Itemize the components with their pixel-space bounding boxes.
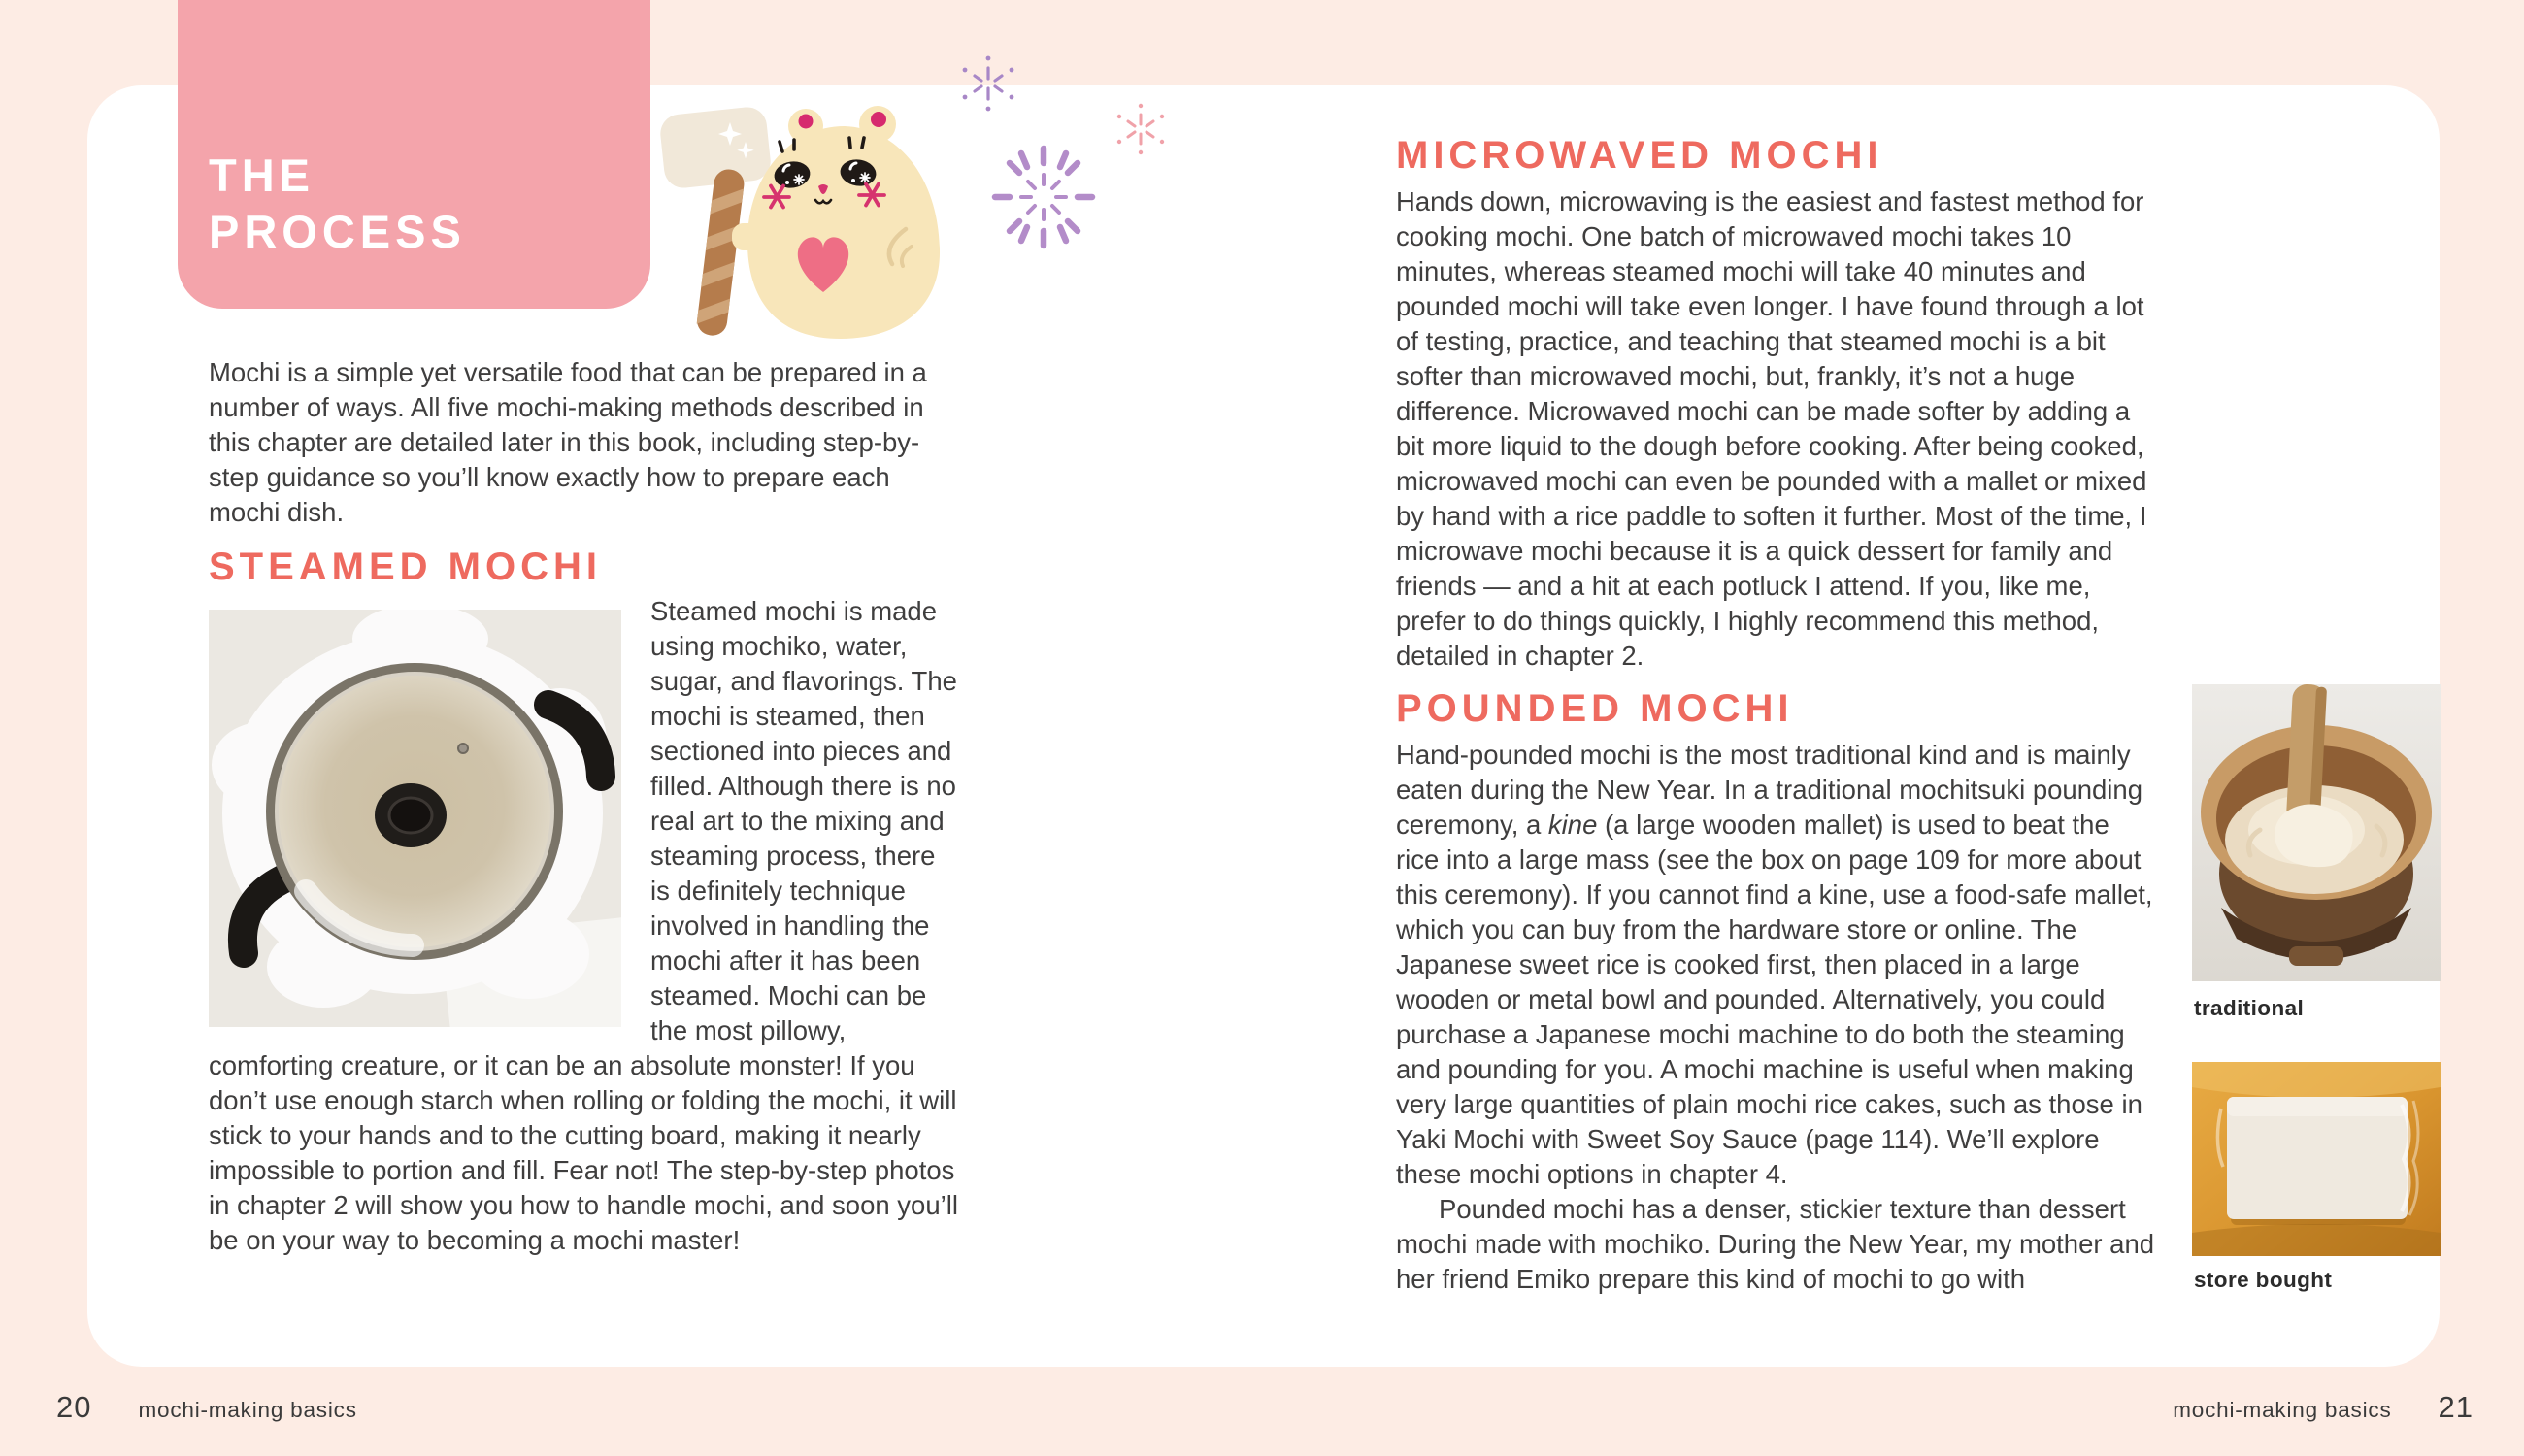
purple-burst-icon [995,149,1092,246]
store-bought-caption: store bought [2194,1268,2333,1292]
left-page-number: 20 [56,1390,92,1424]
steamed-mochi-paragraph: Steamed mochi is made using mochiko, water, sugar, and flavorings. The mochi is steamed, then sectioned into pieces and filled. Although there is no real art to the mixing and steaming process, there is definitely technique involved in handling the mochi after it has been steamed. Mochi can be the most pillowy, comforting creature, or it can be an absolute monster! If you don’t use enough starch when rolling or folding the mochi, it will stick to your hands and to the cutting board, making it nearly impossible to portion and fill. Fear not! The step-by-step photos in chapter 2 will show you how to handle mochi, and soon you’ll be on your way to becoming a mochi master! [209,596,958,1255]
small-purple-sparkle-icon [963,56,1014,112]
pounded-mochi-heading: POUNDED MOCHI [1396,687,1794,730]
intro-paragraph: Mochi is a simple yet versatile food that can be prepared in a number of ways. All five mochi-making methods described in this chapter are detailed later in this book, including step-by-step guidance so you’ll know exactly how to prepare each mochi dish. [209,357,927,527]
microwaved-mochi-paragraph: Hands down, microwaving is the easiest and fastest method for cooking mochi. One batch of microwaved mochi takes 10 minutes, whereas steamed mochi will take 40 minutes and pounded mochi will take even longer. I have found through a lot of testing, practice, and teaching that steamed mochi is a bit softer than microwaved mochi, but, frankly, it’s not a huge difference. Microwaved mochi can be made softer by adding a bit more liquid to the dough before cooking. After being cooked, microwaved mochi can even be pounded with a mallet or mixed by hand with a rice paddle to soften it further. Most of the time, I microwave mochi because it is a quick dessert for family and friends — and a hit at each potluck I attend. If you, like me, prefer to do things quickly, I highly recommend this method, detailed in chapter 2. [1396,186,2147,671]
store-bought-mochi-photo [2192,1062,2441,1256]
left-running-footer: mochi-making basics [138,1398,357,1422]
pounded-text-before: Hand-pounded mochi is the most traditional kind and is mainly eaten during the New Year. In a traditional mochitsuki pounding ceremony, a [1396,740,2142,840]
traditional-mochi-photo [2192,684,2441,981]
steamed-mochi-heading: STEAMED MOCHI [209,546,602,588]
pink-sparkle-icon [1117,104,1164,154]
decorative-sparkles [930,37,1192,265]
traditional-caption: traditional [2194,996,2305,1020]
pounded-text-after: (a large wooden mallet) is used to beat the rice into a large mass (see the box on page 109 for more about this ceremony). If you cannot find a kine, use a food-safe mallet, which you can buy from the hardware store or online. The Japanese sweet rice is cooked first, then placed in a large wooden or metal bowl and pounded. Alternatively, you could purchase a Japanese mochi machine to do both the steaming and pounding for you. A mochi machine is useful when making very large quantities of plain mochi rice cakes, such as those in Yaki Mochi with Sweet Soy Sauce (page 114). We’ll explore these mochi options in chapter 4. [1396,810,2153,1189]
chapter-title-block [178,0,650,309]
page-title [209,148,466,260]
page-title-line2: PROCESS [209,206,466,257]
pounded-paragraph-2: Pounded mochi has a denser, stickier texture than dessert mochi made with mochiko. During the New Year, my mother and her friend Emiko prepare this kind of mochi to go with [1396,1194,2155,1294]
steamed-mochi-section [209,594,961,1258]
page-title-line1: THE [209,149,315,201]
kine-italic-term: kine [1547,810,1598,840]
right-running-footer: mochi-making basics [2173,1398,2392,1422]
left-page-footer [56,1390,357,1425]
right-page-footer [2173,1390,2474,1425]
microwaved-mochi-heading: MICROWAVED MOCHI [1396,134,1883,177]
right-page-number: 21 [2438,1390,2474,1424]
pounded-mochi-paragraph [1396,738,2158,1297]
steamer-pot-photo [209,610,621,1027]
wrapped-mochi-block [2217,1097,2418,1219]
